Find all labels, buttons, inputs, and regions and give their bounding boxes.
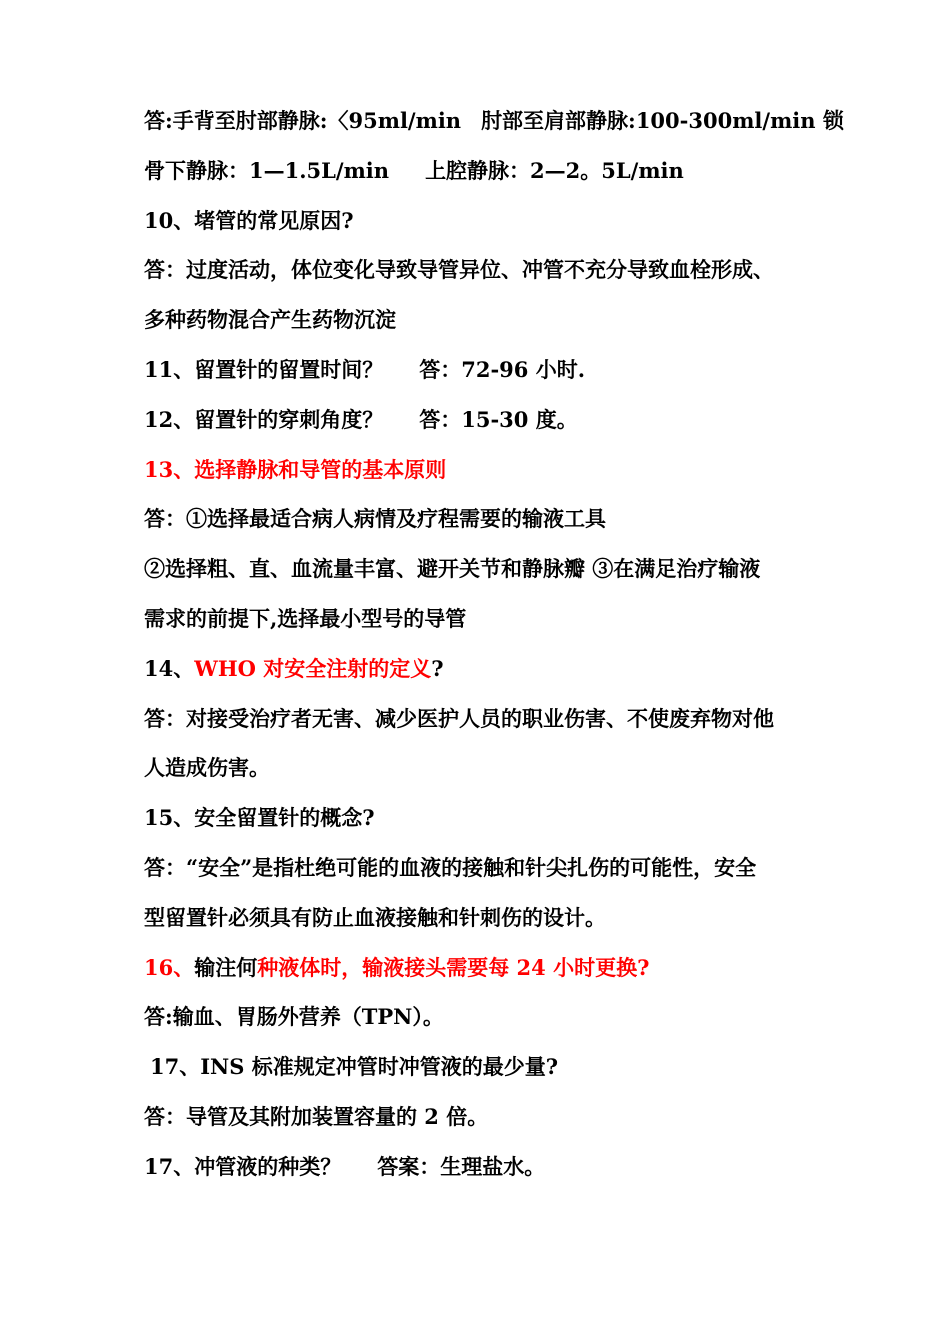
- question-11-line: [144, 345, 824, 395]
- answer-15-line-2: 型留置针必须具有防止血液接触和针刺伤的设计。: [144, 904, 606, 930]
- answer-9-vena-cava: 上腔静脉：2—2。5L/min: [425, 157, 684, 183]
- question-16-number: 16、: [144, 954, 195, 980]
- answer-10-line-2: 多种药物混合产生药物沉淀: [144, 307, 396, 333]
- answer-17a: 答：导管及其附加装置容量的 2 倍。: [144, 1103, 489, 1129]
- answer-9-line-2: [144, 146, 824, 196]
- answer-9-elbow-shoulder: 肘部至肩部静脉:100-300ml/min 锁: [481, 108, 844, 133]
- document-page: [144, 96, 844, 1192]
- question-17a: 17、INS 标准规定冲管时冲管液的最少量?: [150, 1054, 559, 1080]
- question-11: 11、留置针的留置时间？: [144, 356, 384, 382]
- answer-9-hand-elbow: 答:手背至肘部静脉:〈95ml/min: [144, 108, 462, 133]
- question-12: 12、留置针的穿刺角度？: [144, 406, 384, 432]
- question-12-line: [144, 395, 824, 445]
- answer-16: 答:输血、胃肠外营养（TPN）。: [144, 1004, 444, 1030]
- question-16-prefix: 输注何: [194, 954, 258, 980]
- answer-9-line-1: [144, 96, 844, 146]
- question-17a-line: [144, 1042, 824, 1092]
- question-13: 13、选择静脉和导管的基本原则: [144, 456, 447, 482]
- question-14-highlight: WHO 对安全注射的定义: [194, 655, 432, 681]
- question-14-number: 14、: [144, 655, 195, 681]
- answer-17b: 答案：生理盐水。: [377, 1153, 546, 1179]
- question-16-highlight: 种液体时，输液接头需要每 24 小时更换?: [257, 954, 650, 980]
- question-17b-line: [144, 1142, 824, 1192]
- answer-9-subclavian: 骨下静脉：1—1.5L/min: [144, 157, 390, 183]
- question-10: 10、堵管的常见原因?: [144, 207, 354, 233]
- answer-13-line-1: 答：①选择最适合病人病情及疗程需要的输液工具: [144, 506, 606, 532]
- answer-13-line-3: 需求的前提下,选择最小型号的导管: [144, 605, 467, 631]
- question-15: 15、安全留置针的概念?: [144, 805, 375, 831]
- answer-10-line-1: 答：过度活动，体位变化导致导管异位、冲管不充分导致血栓形成、: [144, 257, 774, 283]
- question-17b: 17、冲管液的种类？: [144, 1153, 342, 1179]
- answer-14-line-1: 答：对接受治疗者无害、减少医护人员的职业伤害、不使废弃物对他: [144, 705, 774, 731]
- answer-14-line-2: 人造成伤害。: [144, 755, 270, 781]
- answer-11: 答：72-96 小时.: [419, 356, 586, 382]
- answer-12: 答：15-30 度。: [419, 406, 578, 432]
- question-14-mark: ?: [431, 655, 444, 681]
- question-14: [144, 644, 824, 694]
- answer-13-line-2: ②选择粗、直、血流量丰富、避开关节和静脉瓣 ③在满足治疗输液: [144, 556, 761, 582]
- answer-15-line-1: 答：“安全”是指杜绝可能的血液的接触和针尖扎伤的可能性，安全: [144, 854, 757, 880]
- question-16: [144, 943, 824, 993]
